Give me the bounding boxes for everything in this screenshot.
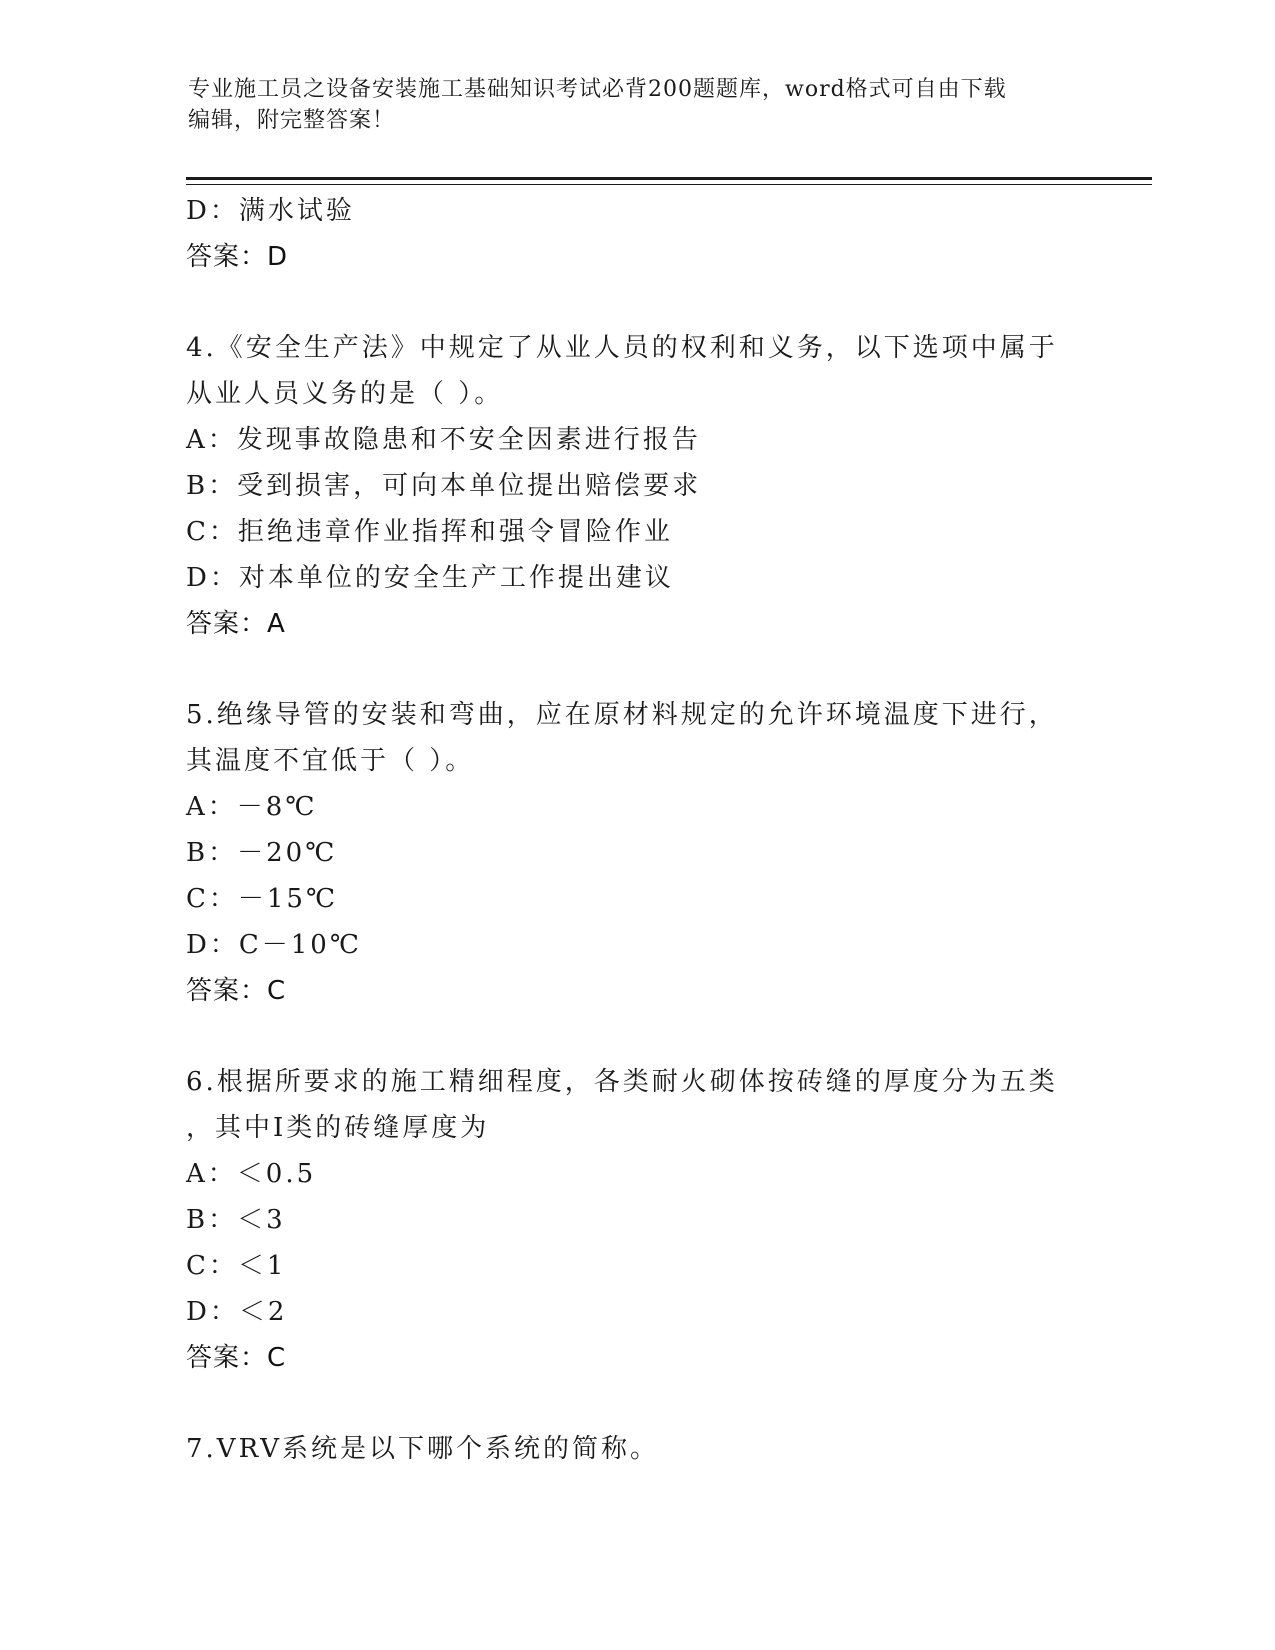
question-stem-line-2: 从业人员义务的是（ ）。 <box>186 379 504 409</box>
option-a: A：＜0.5 <box>186 1159 317 1189</box>
option-c: C：＜1 <box>186 1251 287 1281</box>
question-3-tail <box>186 188 1086 280</box>
spacer <box>186 280 1086 325</box>
option-b: B：受到损害，可向本单位提出赔偿要求 <box>186 471 702 501</box>
question-stem-line-1: 6.根据所要求的施工精细程度，各类耐火砌体按砖缝的厚度分为五类 <box>186 1067 1058 1097</box>
question-content <box>186 188 1086 1472</box>
answer-line: 答案：C <box>186 976 287 1006</box>
question-4 <box>186 325 1086 647</box>
spacer <box>186 1381 1086 1426</box>
spacer <box>186 1014 1086 1059</box>
option-c: C：－15℃ <box>186 884 339 914</box>
header-divider-thick <box>186 177 1152 180</box>
question-stem-line-2: 其温度不宜低于（ ）。 <box>186 746 475 776</box>
option-d: D：对本单位的安全生产工作提出建议 <box>186 563 674 593</box>
header-title-line-2: 编辑，附完整答案！ <box>188 108 396 133</box>
answer-line: 答案：A <box>186 609 286 639</box>
option-d: D：＜2 <box>186 1297 288 1327</box>
answer-line: 答案：C <box>186 1343 287 1373</box>
option-d: D：C－10℃ <box>186 930 362 960</box>
question-6 <box>186 1059 1086 1381</box>
spacer <box>186 647 1086 692</box>
question-stem-line-1: 5.绝缘导管的安装和弯曲，应在原材料规定的允许环境温度下进行， <box>186 700 1058 730</box>
option-c: C：拒绝违章作业指挥和强令冒险作业 <box>186 517 673 547</box>
question-7 <box>186 1426 1086 1472</box>
document-header <box>188 74 1088 136</box>
question-stem-line-1: 4.《安全生产法》中规定了从业人员的权利和义务，以下选项中属于 <box>186 333 1058 363</box>
question-5 <box>186 692 1086 1014</box>
question-stem-line-2: ，其中Ⅰ类的砖缝厚度为 <box>186 1113 490 1143</box>
question-stem-line-1: 7.VRV系统是以下哪个系统的简称。 <box>186 1434 660 1464</box>
option-a: A：－8℃ <box>186 792 318 822</box>
option-b: B：＜3 <box>186 1205 286 1235</box>
header-divider-thin <box>186 184 1152 185</box>
answer-line: 答案：D <box>186 242 289 272</box>
option-a: A：发现事故隐患和不安全因素进行报告 <box>186 425 701 455</box>
header-title-line-1: 专业施工员之设备安装施工基础知识考试必背200题题库，word格式可自由下载 <box>188 77 1007 102</box>
option-b: B：－20℃ <box>186 838 338 868</box>
option-d: D：满水试验 <box>186 196 355 226</box>
